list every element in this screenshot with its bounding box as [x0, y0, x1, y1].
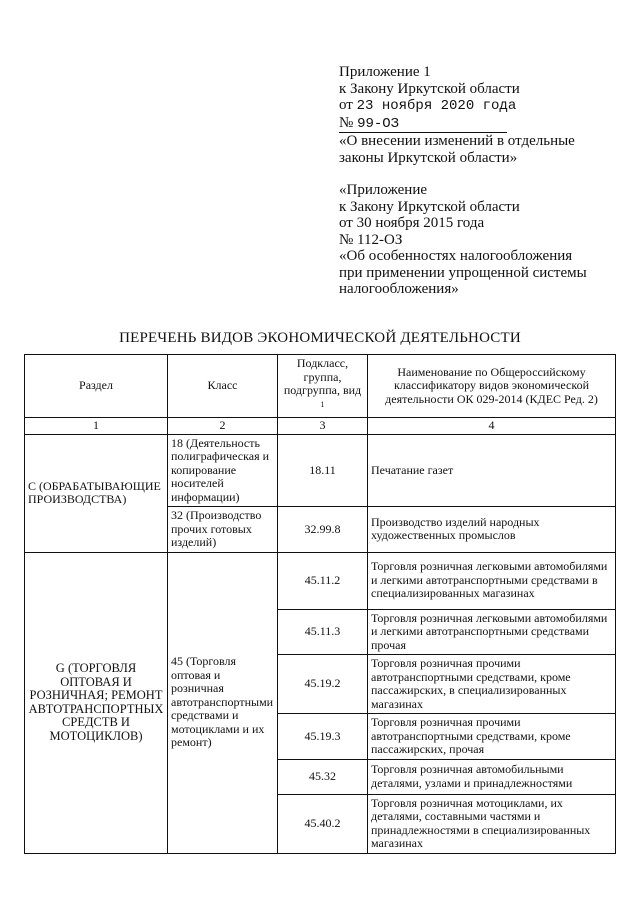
header-subclass: Подкласс, группа, подгруппа, вид $^1$: [278, 355, 368, 418]
column-number-row: [25, 418, 616, 435]
header-block: [339, 64, 624, 298]
appendix-line: к Закону Иркутской области: [339, 198, 520, 215]
column-number: 1: [25, 418, 168, 435]
class-cell: 18 (Деятельность полиграфическая и копирование носителей информации): [168, 434, 278, 507]
section-cell: G (ТОРГОВЛЯ ОПТОВАЯ И РОЗНИЧНАЯ; РЕМОНТ АВТОТРАНСПОРТНЫХ СРЕДСТВ И МОТОЦИКЛОВ): [25, 552, 168, 853]
header-line: Приложение 1: [339, 64, 431, 80]
header-class: Класс: [168, 355, 278, 418]
name-cell: Торговля розничная мотоциклами, их деталями, составными частями и принадлежностями в специализированных магазинах: [368, 794, 616, 853]
code-cell: 45.40.2: [278, 794, 368, 853]
code-cell: 32.99.8: [278, 507, 368, 553]
code-cell: 45.19.2: [278, 655, 368, 714]
appendix-line: «Приложение: [339, 182, 428, 198]
header-number: № 99-ОЗ: [339, 115, 624, 134]
name-cell: Торговля розничная прочими автотранспортными средствами, кроме пассажирских, прочая: [368, 714, 616, 760]
name-cell: Торговля розничная автомобильными деталями, узлами и принадлежностями: [368, 759, 616, 794]
name-cell: Торговля розничная легковыми автомобилями и легкими автотранспортными средствами прочая: [368, 609, 616, 655]
header-name: Наименование по Общероссийскому классификатору видов экономической деятельности ОК 029-2014 (КДЕС Ред. 2): [368, 355, 616, 418]
column-number: 4: [368, 418, 616, 435]
column-number: 3: [278, 418, 368, 435]
header-line: «О внесении изменений в отдельные: [339, 133, 575, 149]
code-cell: 45.11.3: [278, 609, 368, 655]
code-cell: 45.32: [278, 759, 368, 794]
appendix-line: налогообложения»: [339, 281, 459, 297]
header-date: от 23 ноября 2020 года: [339, 97, 517, 114]
class-cell: 45 (Торговля оптовая и розничная автотранспортными средствами и мотоциклами и их ремонт): [168, 552, 278, 853]
activity-table: [24, 354, 616, 854]
name-cell: Торговля розничная легковыми автомобилями и легкими автотранспортными средствами в специализированных магазинах: [368, 552, 616, 609]
appendix-line: № 112-ОЗ: [339, 231, 403, 248]
table-header-row: [25, 355, 616, 418]
appendix-line: «Об особенностях налогообложения: [339, 248, 573, 264]
column-number: 2: [168, 418, 278, 435]
class-cell: 32 (Производство прочих готовых изделий): [168, 507, 278, 553]
code-cell: 45.19.3: [278, 714, 368, 760]
table-row: [25, 552, 616, 609]
code-cell: 45.11.2: [278, 552, 368, 609]
page-title: ПЕРЕЧЕНЬ ВИДОВ ЭКОНОМИЧЕСКОЙ ДЕЯТЕЛЬНОСТИ: [119, 330, 521, 346]
name-cell: Торговля розничная прочими автотранспортными средствами, кроме пассажирских, в специализированных магазинах: [368, 655, 616, 714]
header-section: Раздел: [25, 355, 168, 418]
header-line: законы Иркутской области»: [339, 149, 518, 166]
appendix-line: при применении упрощенной системы: [339, 264, 587, 281]
header-line: к Закону Иркутской области: [339, 80, 520, 97]
appendix-line: от 30 ноября 2015 года: [339, 215, 485, 231]
name-cell: Печатание газет: [368, 434, 616, 507]
code-cell: 18.11: [278, 434, 368, 507]
name-cell: Производство изделий народных художественных промыслов: [368, 507, 616, 553]
table-row: [25, 434, 616, 507]
section-cell: С (ОБРАБАТЫВАЮЩИЕ ПРОИЗВОДСТВА): [25, 434, 168, 552]
